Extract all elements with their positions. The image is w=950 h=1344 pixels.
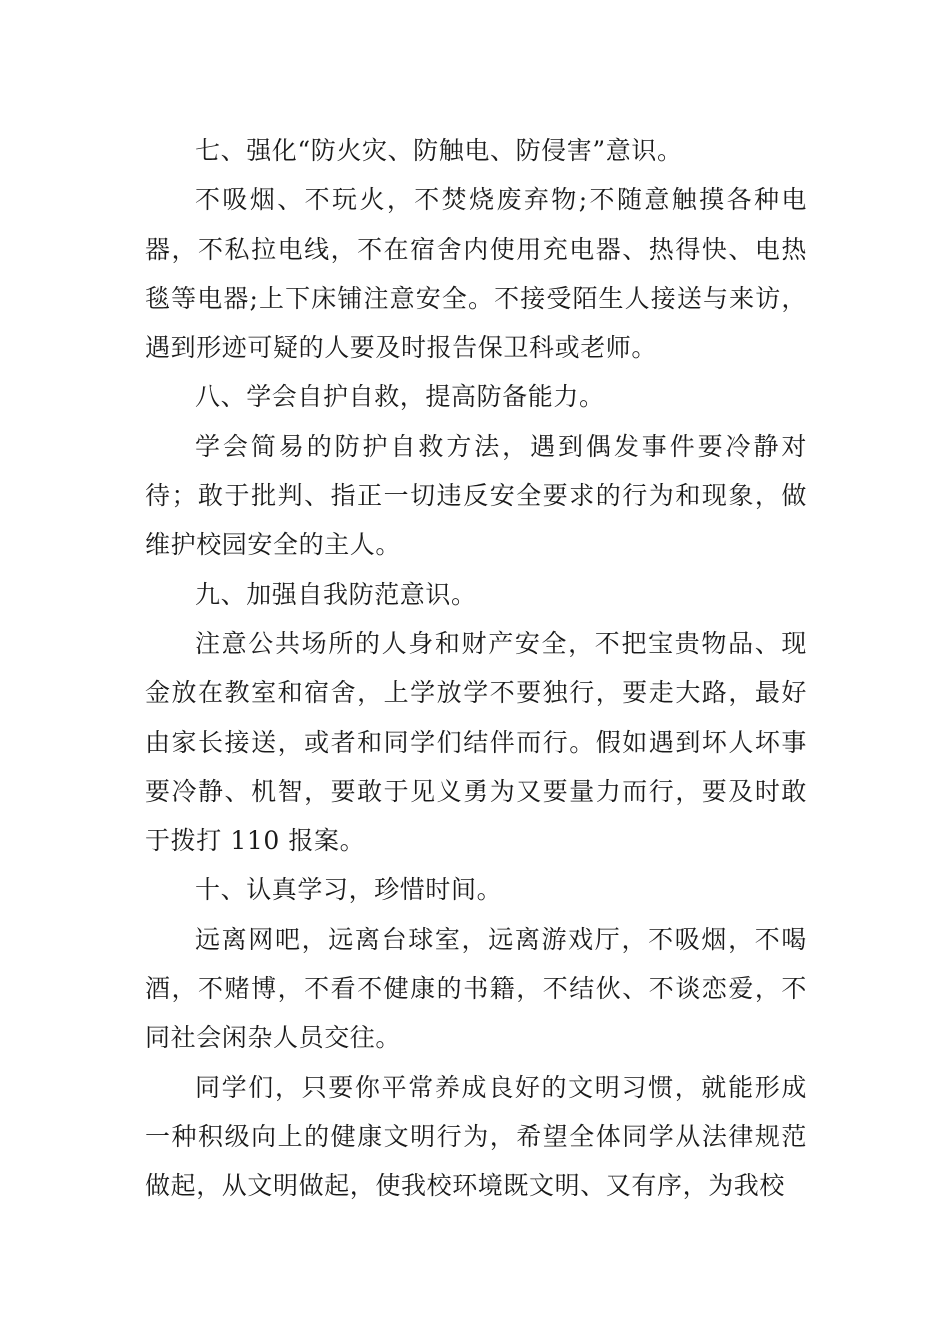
section-heading-7: 七、强化“防火灾、防触电、防侵害”意识。	[195, 136, 683, 165]
section-body-10: 远离网吧，远离台球室，远离游戏厅，不吸烟，不喝酒，不赌博，不看不健康的书籍，不结伙、不谈恋爱，不同社会闲杂人员交往。	[145, 924, 807, 1053]
section-body-8: 学会简易的防护自救方法，遇到偶发事件要冷静对待；敢于批判、指正一切违反安全要求的行为和现象，做维护校园安全的主人。	[145, 431, 807, 560]
section-heading-9: 九、加强自我防范意识。	[195, 579, 477, 609]
section-heading-8: 八、学会自护自救，提高防备能力。	[195, 382, 605, 412]
document-page	[145, 126, 807, 1211]
section-heading-10: 十、认真学习，珍惜时间。	[195, 875, 503, 905]
closing-paragraph: 同学们，只要你平常养成良好的文明习惯，就能形成一种积级向上的健康文明行为，希望全体同学从法律规范做起，从文明做起，使我校环境既文明、又有序，为我校	[145, 1072, 807, 1201]
section-body-7: 不吸烟、不玩火，不焚烧废弃物;不随意触摸各种电器，不私拉电线，不在宿舍内使用充电器、热得快、电热毯等电器;上下床铺注意安全。不接受陌生人接送与来访，遇到形迹可疑的人要及时报告保卫科或老师。	[145, 185, 807, 363]
section-body-9: 注意公共场所的人身和财产安全，不把宝贵物品、现金放在教室和宿舍，上学放学不要独行，要走大路，最好由家长接送，或者和同学们结伴而行。假如遇到坏人坏事要冷静、机智，要敢于见义勇为又要量力而行，要及时敢于拨打 110 报案。	[145, 628, 807, 856]
